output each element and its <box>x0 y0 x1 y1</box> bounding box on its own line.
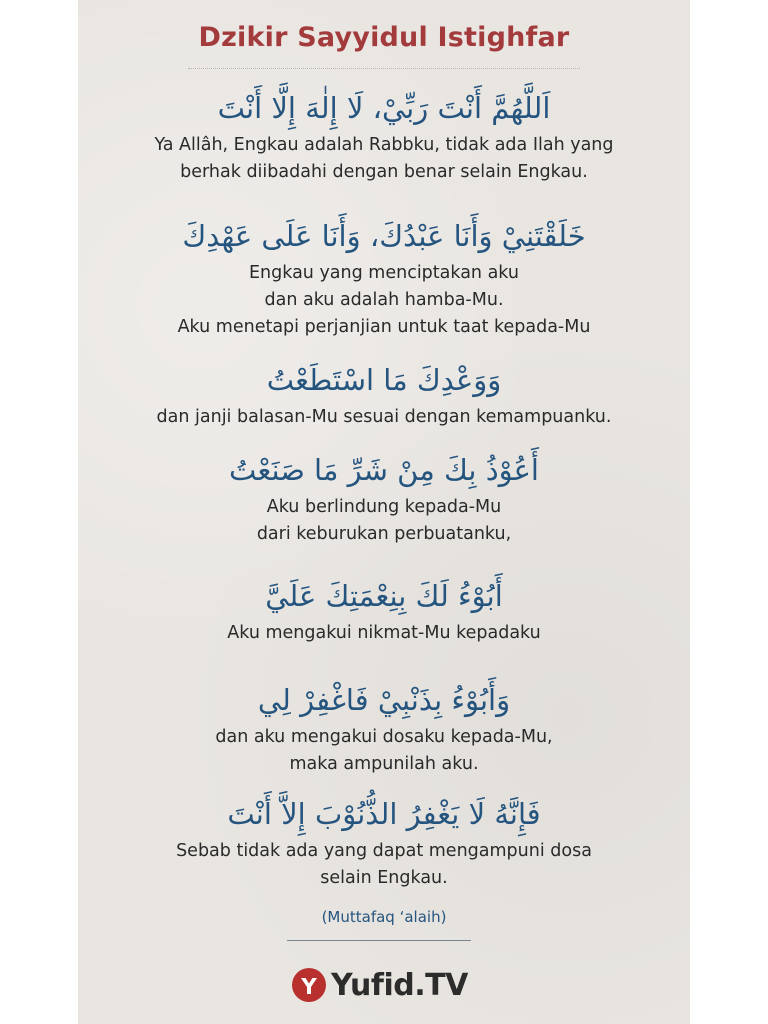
section-4 <box>78 448 690 548</box>
meaning-line: dari keburukan perbuatanku, <box>256 524 512 544</box>
title-divider <box>188 68 580 69</box>
arabic-text: وَوَعْدِكَ مَا اسْتَطَعْتُ <box>266 363 502 397</box>
section-6 <box>78 678 690 778</box>
meaning-line: berhak diibadahi dengan benar selain Engkau. <box>180 162 588 182</box>
meaning-line: Engkau yang menciptakan aku <box>248 263 519 283</box>
meaning-text <box>78 260 690 341</box>
section-3 <box>78 358 690 431</box>
meaning-text <box>78 838 690 892</box>
arabic-text: أَبُوْءُ لَكَ بِنِعْمَتِكَ عَلَيَّ <box>265 579 503 613</box>
section-5 <box>78 574 690 647</box>
page <box>78 0 690 1024</box>
arabic-text: اَللَّهُمَّ أَنْتَ رَبِّيْ، لَا إِلٰهَ إِلَّا أَنْتَ <box>217 91 551 125</box>
meaning-line: dan aku mengakui dosaku kepada-Mu, <box>215 727 553 747</box>
section-7 <box>78 792 690 892</box>
arabic-text: وَأَبُوْءُ بِذَنْبِيْ فَاغْفِرْ لِي <box>257 683 511 717</box>
meaning-line: maka ampunilah aku. <box>289 754 479 774</box>
logo-brand: Yufid <box>331 967 415 1003</box>
section-1 <box>78 86 690 186</box>
meaning-line: Aku menetapi perjanjian untuk taat kepada-Mu <box>177 317 591 337</box>
meaning-line: Aku mengakui nikmat-Mu kepadaku <box>227 623 541 643</box>
arabic-text: خَلَقْتَنِيْ وَأَنَا عَبْدُكَ، وَأَنَا عَلَى عَهْدِكَ <box>182 219 586 253</box>
meaning-text <box>78 620 690 647</box>
meaning-text <box>78 494 690 548</box>
source-divider <box>287 940 471 941</box>
hadith-source: (Muttafaq ‘alaih) <box>321 908 447 926</box>
section-2 <box>78 214 690 341</box>
meaning-line: Ya Allâh, Engkau adalah Rabbku, tidak ada Ilah yang <box>154 135 614 155</box>
meaning-line: dan janji balasan-Mu sesuai dengan kemampuanku. <box>156 407 612 427</box>
meaning-line: dan aku adalah hamba-Mu. <box>264 290 504 310</box>
meaning-text <box>78 132 690 186</box>
logo-suffix: .TV <box>414 967 468 1003</box>
logo-wordmark <box>331 968 468 1003</box>
page-title: Dzikir Sayyidul Istighfar <box>198 22 570 53</box>
arabic-text: أَعُوْذُ بِكَ مِنْ شَرِّ مَا صَنَعْتُ <box>229 453 539 487</box>
meaning-line: Aku berlindung kepada-Mu <box>266 497 502 517</box>
meaning-text <box>78 724 690 778</box>
meaning-line: selain Engkau. <box>320 868 448 888</box>
arabic-text: فَإِنَّهُ لَا يَغْفِرُ الذُّنُوْبَ إِلاَّ أَنْتَ <box>227 797 541 831</box>
meaning-line: Sebab tidak ada yang dapat mengampuni dosa <box>176 841 592 861</box>
yufid-logo-icon <box>291 967 327 1003</box>
meaning-text <box>78 404 690 431</box>
yufid-logo <box>291 964 468 1006</box>
